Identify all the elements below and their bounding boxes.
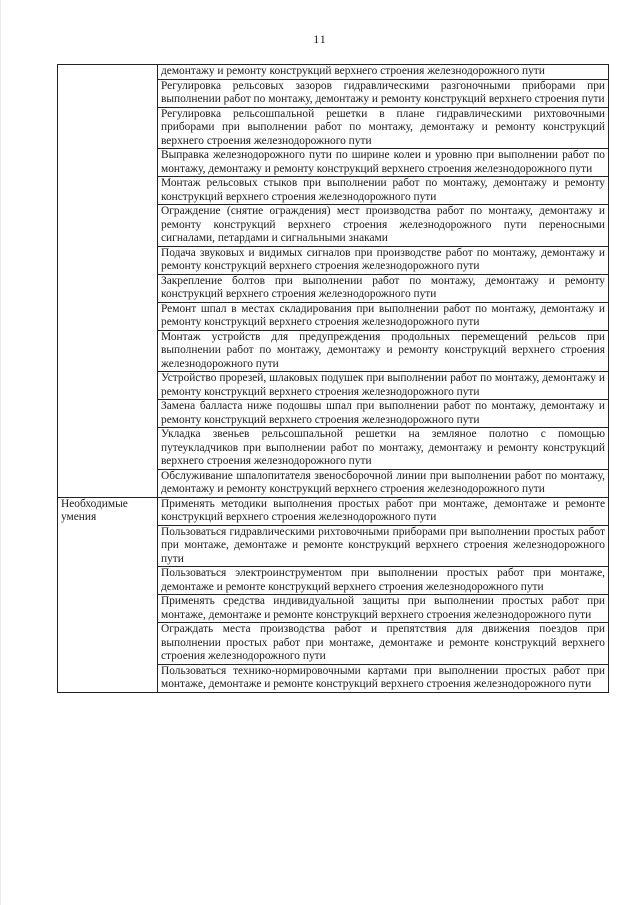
labor-action-cell: Закрепление болтов при выполнении работ по монтажу, демонтажу и ремонту конструкций верхнего строения железнодорожного пути [158,274,609,302]
labor-action-cell: Подача звуковых и видимых сигналов при производстве работ по монтажу, демонтажу и ремонту конструкций верхнего строения железнодорожного пути [158,246,609,274]
skill-cell: Применять методики выполнения простых работ при монтаже, демонтаже и ремонте конструкций верхнего строения железнодорожного пути [158,497,609,525]
labor-action-cell: Замена балласта ниже подошвы шпал при выполнении работ по монтажу, демонтажу и ремонту конструкций верхнего строения железнодорожного пути [158,400,609,428]
labor-action-cell: Выправка железнодорожного пути по ширине колеи и уровню при выполнении работ по монтажу, демонтажу и ремонту конструкций верхнего строения железнодорожного пути [158,149,609,177]
skill-cell: Применять средства индивидуальной защиты при выполнении простых работ при монтаже, демонтаже и ремонте конструкций верхнего строения железнодорожного пути [158,595,609,623]
labor-action-cell: Укладка звеньев рельсошпальной решетки на земляное полотно с помощью путеукладчиков при выполнении работ по монтажу, демонтажу и ремонту конструкций верхнего строения железнодорожного пути [158,428,609,470]
labor-action-cell: Устройство прорезей, шлаковых подушек при выполнении работ по монтажу, демонтажу и ремонту конструкций верхнего строения железнодорожного пути [158,372,609,400]
labor-action-cell: Обслуживание шпалопитателя звеносборочной линии при выполнении работ по монтажу, демонтажу и ремонту конструкций верхнего строения железнодорожного пути [158,469,609,497]
table-row [58,497,609,525]
labor-action-cell: Регулировка рельсовых зазоров гидравлическими разгоночными приборами при выполнении работ по монтажу, демонтажу и ремонту конструкций верхнего строения пути [158,79,609,107]
skill-cell: Ограждать места производства работ и препятствия для движения поездов при выполнении простых работ при монтаже, демонтаже и ремонте конструкций верхнего строения железнодорожного пути [158,623,609,665]
page-number: 11 [313,32,327,46]
labor-action-cell: Монтаж рельсовых стыков при выполнении работ по монтажу, демонтажу и ремонту конструкций верхнего строения железнодорожного пути [158,177,609,205]
labor-action-cell: демонтажу и ремонту конструкций верхнего строения железнодорожного пути [158,65,609,80]
labor-action-cell: Ограждение (снятие ограждения) мест производства работ по монтажу, демонтажу и ремонту конструкций верхнего строения железнодорожного пути переносными сигналами, петардами и сигнальными знаками [158,205,609,247]
section-label: Необходимые умения [58,497,158,692]
skill-cell: Пользоваться технико-нормировочными картами при выполнении простых работ при монтаже, демонтаже и ремонте конструкций верхнего строения железнодорожного пути [158,664,609,692]
table-row [58,65,609,80]
requirements-table-body [58,65,609,693]
labor-action-cell: Регулировка рельсошпальной решетки в плане гидравлическими рихтовочными приборами при выполнении работ по монтажу, демонтажу и ремонту конструкций верхнего строения железнодорожного пути [158,107,609,149]
section-label-empty [58,65,158,498]
labor-action-cell: Монтаж устройств для предупреждения продольных перемещений рельсов при выполнении работ по монтажу, демонтажу и ремонту конструкций верхнего строения железнодорожного пути [158,330,609,372]
skill-cell: Пользоваться гидравлическими рихтовочными приборами при выполнении простых работ при монтаже, демонтаже и ремонте конструкций верхнего строения железнодорожного пути [158,525,609,567]
skill-cell: Пользоваться электроинструментом при выполнении простых работ при монтаже, демонтаже и ремонте конструкций верхнего строения железнодорожного пути [158,567,609,595]
labor-action-cell: Ремонт шпал в местах складирования при выполнении работ по монтажу, демонтажу и ремонту конструкций верхнего строения железнодорожного пути [158,302,609,330]
scan-edge [0,0,1,905]
requirements-table [57,64,609,693]
